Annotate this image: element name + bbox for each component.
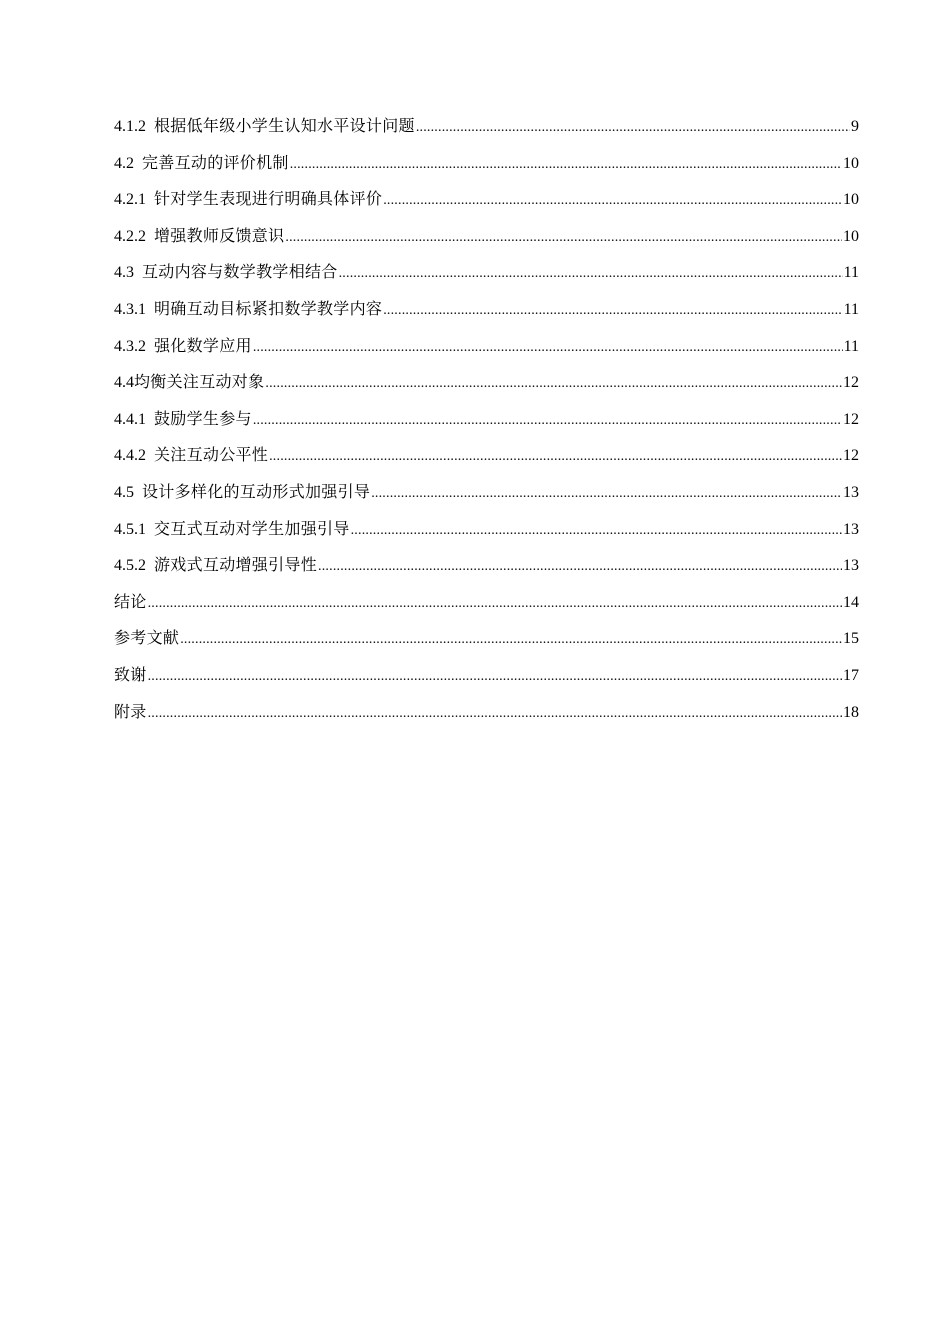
toc-page-number: 10 (843, 227, 859, 245)
toc-page-number: 18 (843, 703, 859, 721)
toc-entry-text: 增强教师反馈意识 (154, 225, 285, 245)
toc-entry-text: 均衡关注互动对象 (134, 372, 265, 392)
toc-entry-title (114, 116, 415, 137)
toc-page-number: 10 (843, 154, 859, 172)
toc-entry-4-2-2[interactable] (114, 226, 859, 263)
toc-entry-title (114, 519, 350, 540)
toc-entry-acknowledgements[interactable] (114, 665, 859, 702)
toc-entry-number: 4.1.2 (114, 118, 146, 135)
toc-dot-leader (265, 374, 842, 394)
toc-page-number: 12 (843, 447, 859, 465)
toc-entry-number: 4.5.1 (114, 520, 146, 538)
toc-entry-text: 完善互动的评价机制 (142, 152, 289, 172)
table-of-contents (114, 116, 859, 738)
toc-entry-text: 交互式互动对学生加强引导 (154, 518, 350, 538)
toc-entry-title (114, 336, 252, 357)
toc-entry-title (114, 665, 147, 685)
toc-entry-title (114, 372, 264, 393)
toc-entry-text: 针对学生表现进行明确具体评价 (154, 189, 383, 209)
toc-page-number: 9 (851, 118, 859, 135)
toc-entry-title (114, 299, 382, 320)
toc-entry-conclusion[interactable] (114, 592, 859, 629)
toc-entry-text: 强化数学应用 (154, 335, 252, 355)
toc-page-number: 15 (843, 630, 859, 648)
toc-entry-text: 互动内容与数学教学相结合 (142, 262, 338, 282)
toc-entry-4-2-1[interactable] (114, 189, 859, 226)
toc-entry-title (114, 555, 317, 576)
toc-page-number: 10 (843, 191, 859, 209)
toc-entry-text: 附录 (114, 701, 147, 721)
toc-entry-number: 4.5 (114, 483, 134, 501)
toc-entry-number: 4.2.1 (114, 191, 146, 209)
toc-page-number: 11 (843, 337, 859, 355)
toc-entry-text: 参考文献 (114, 628, 180, 648)
toc-dot-leader (318, 557, 842, 577)
toc-entry-4-2[interactable] (114, 153, 859, 190)
toc-entry-number: 4.5.2 (114, 557, 146, 575)
toc-dot-leader (416, 118, 850, 138)
toc-entry-text: 明确互动目标紧扣数学教学内容 (154, 298, 383, 318)
toc-entry-title (114, 445, 268, 466)
toc-entry-4-4-2[interactable] (114, 445, 859, 482)
toc-entry-4-3-2[interactable] (114, 336, 859, 373)
toc-entry-number: 4.3.1 (114, 300, 146, 318)
toc-entry-text: 根据低年级小学生认知水平设计问题 (154, 116, 415, 135)
toc-entry-text: 鼓励学生参与 (154, 408, 252, 428)
toc-entry-title (114, 189, 382, 210)
toc-entry-number: 4.4.2 (114, 447, 146, 465)
toc-dot-leader (148, 704, 842, 724)
toc-entry-appendix[interactable] (114, 702, 859, 739)
toc-page-number: 17 (843, 666, 859, 684)
toc-dot-leader (253, 338, 843, 358)
toc-dot-leader (290, 155, 842, 175)
toc-entry-title (114, 592, 147, 612)
toc-page-number: 11 (843, 300, 859, 318)
toc-entry-title (114, 628, 179, 648)
toc-entry-title (114, 409, 252, 430)
toc-dot-leader (351, 521, 842, 541)
toc-entry-text: 设计多样化的互动形式加强引导 (142, 481, 371, 501)
toc-entry-4-4-1[interactable] (114, 409, 859, 446)
toc-page-number: 13 (843, 557, 859, 575)
toc-entry-text: 游戏式互动增强引导性 (154, 555, 318, 575)
toc-entry-number: 4.4 (114, 374, 134, 392)
toc-entry-4-5-2[interactable] (114, 555, 859, 592)
toc-dot-leader (383, 191, 842, 211)
toc-dot-leader (269, 447, 842, 467)
toc-page-number: 14 (843, 593, 859, 611)
toc-dot-leader (148, 667, 842, 687)
toc-dot-leader (253, 411, 842, 431)
toc-entry-title (114, 702, 147, 722)
toc-dot-leader (371, 484, 842, 504)
toc-entry-title (114, 482, 370, 503)
toc-entry-4-5-1[interactable] (114, 519, 859, 556)
toc-entry-number: 4.3.2 (114, 337, 146, 355)
toc-entry-title (114, 262, 338, 283)
toc-entry-text: 结论 (114, 591, 147, 611)
toc-entry-title (114, 226, 284, 247)
toc-entry-text: 关注互动公平性 (154, 445, 269, 465)
toc-entry-number: 4.2.2 (114, 227, 146, 245)
toc-entry-text: 致谢 (114, 664, 147, 684)
toc-dot-leader (148, 594, 842, 614)
toc-dot-leader (339, 264, 843, 284)
toc-page-number: 13 (843, 483, 859, 501)
toc-entry-number: 4.3 (114, 264, 134, 282)
toc-dot-leader (383, 301, 842, 321)
toc-entry-4-5[interactable] (114, 482, 859, 519)
toc-entry-4-3-1[interactable] (114, 299, 859, 336)
toc-dot-leader (180, 630, 842, 650)
toc-entry-references[interactable] (114, 628, 859, 665)
toc-entry-number: 4.2 (114, 154, 134, 172)
toc-page-number: 12 (843, 410, 859, 428)
toc-page-number: 13 (843, 520, 859, 538)
toc-entry-number: 4.4.1 (114, 410, 146, 428)
toc-page-number: 11 (843, 264, 859, 282)
toc-dot-leader (285, 228, 842, 248)
toc-entry-4-4[interactable] (114, 372, 859, 409)
toc-entry-4-1-2[interactable] (114, 116, 859, 153)
toc-entry-4-3[interactable] (114, 262, 859, 299)
toc-entry-title (114, 153, 289, 174)
toc-page-number: 12 (843, 374, 859, 392)
